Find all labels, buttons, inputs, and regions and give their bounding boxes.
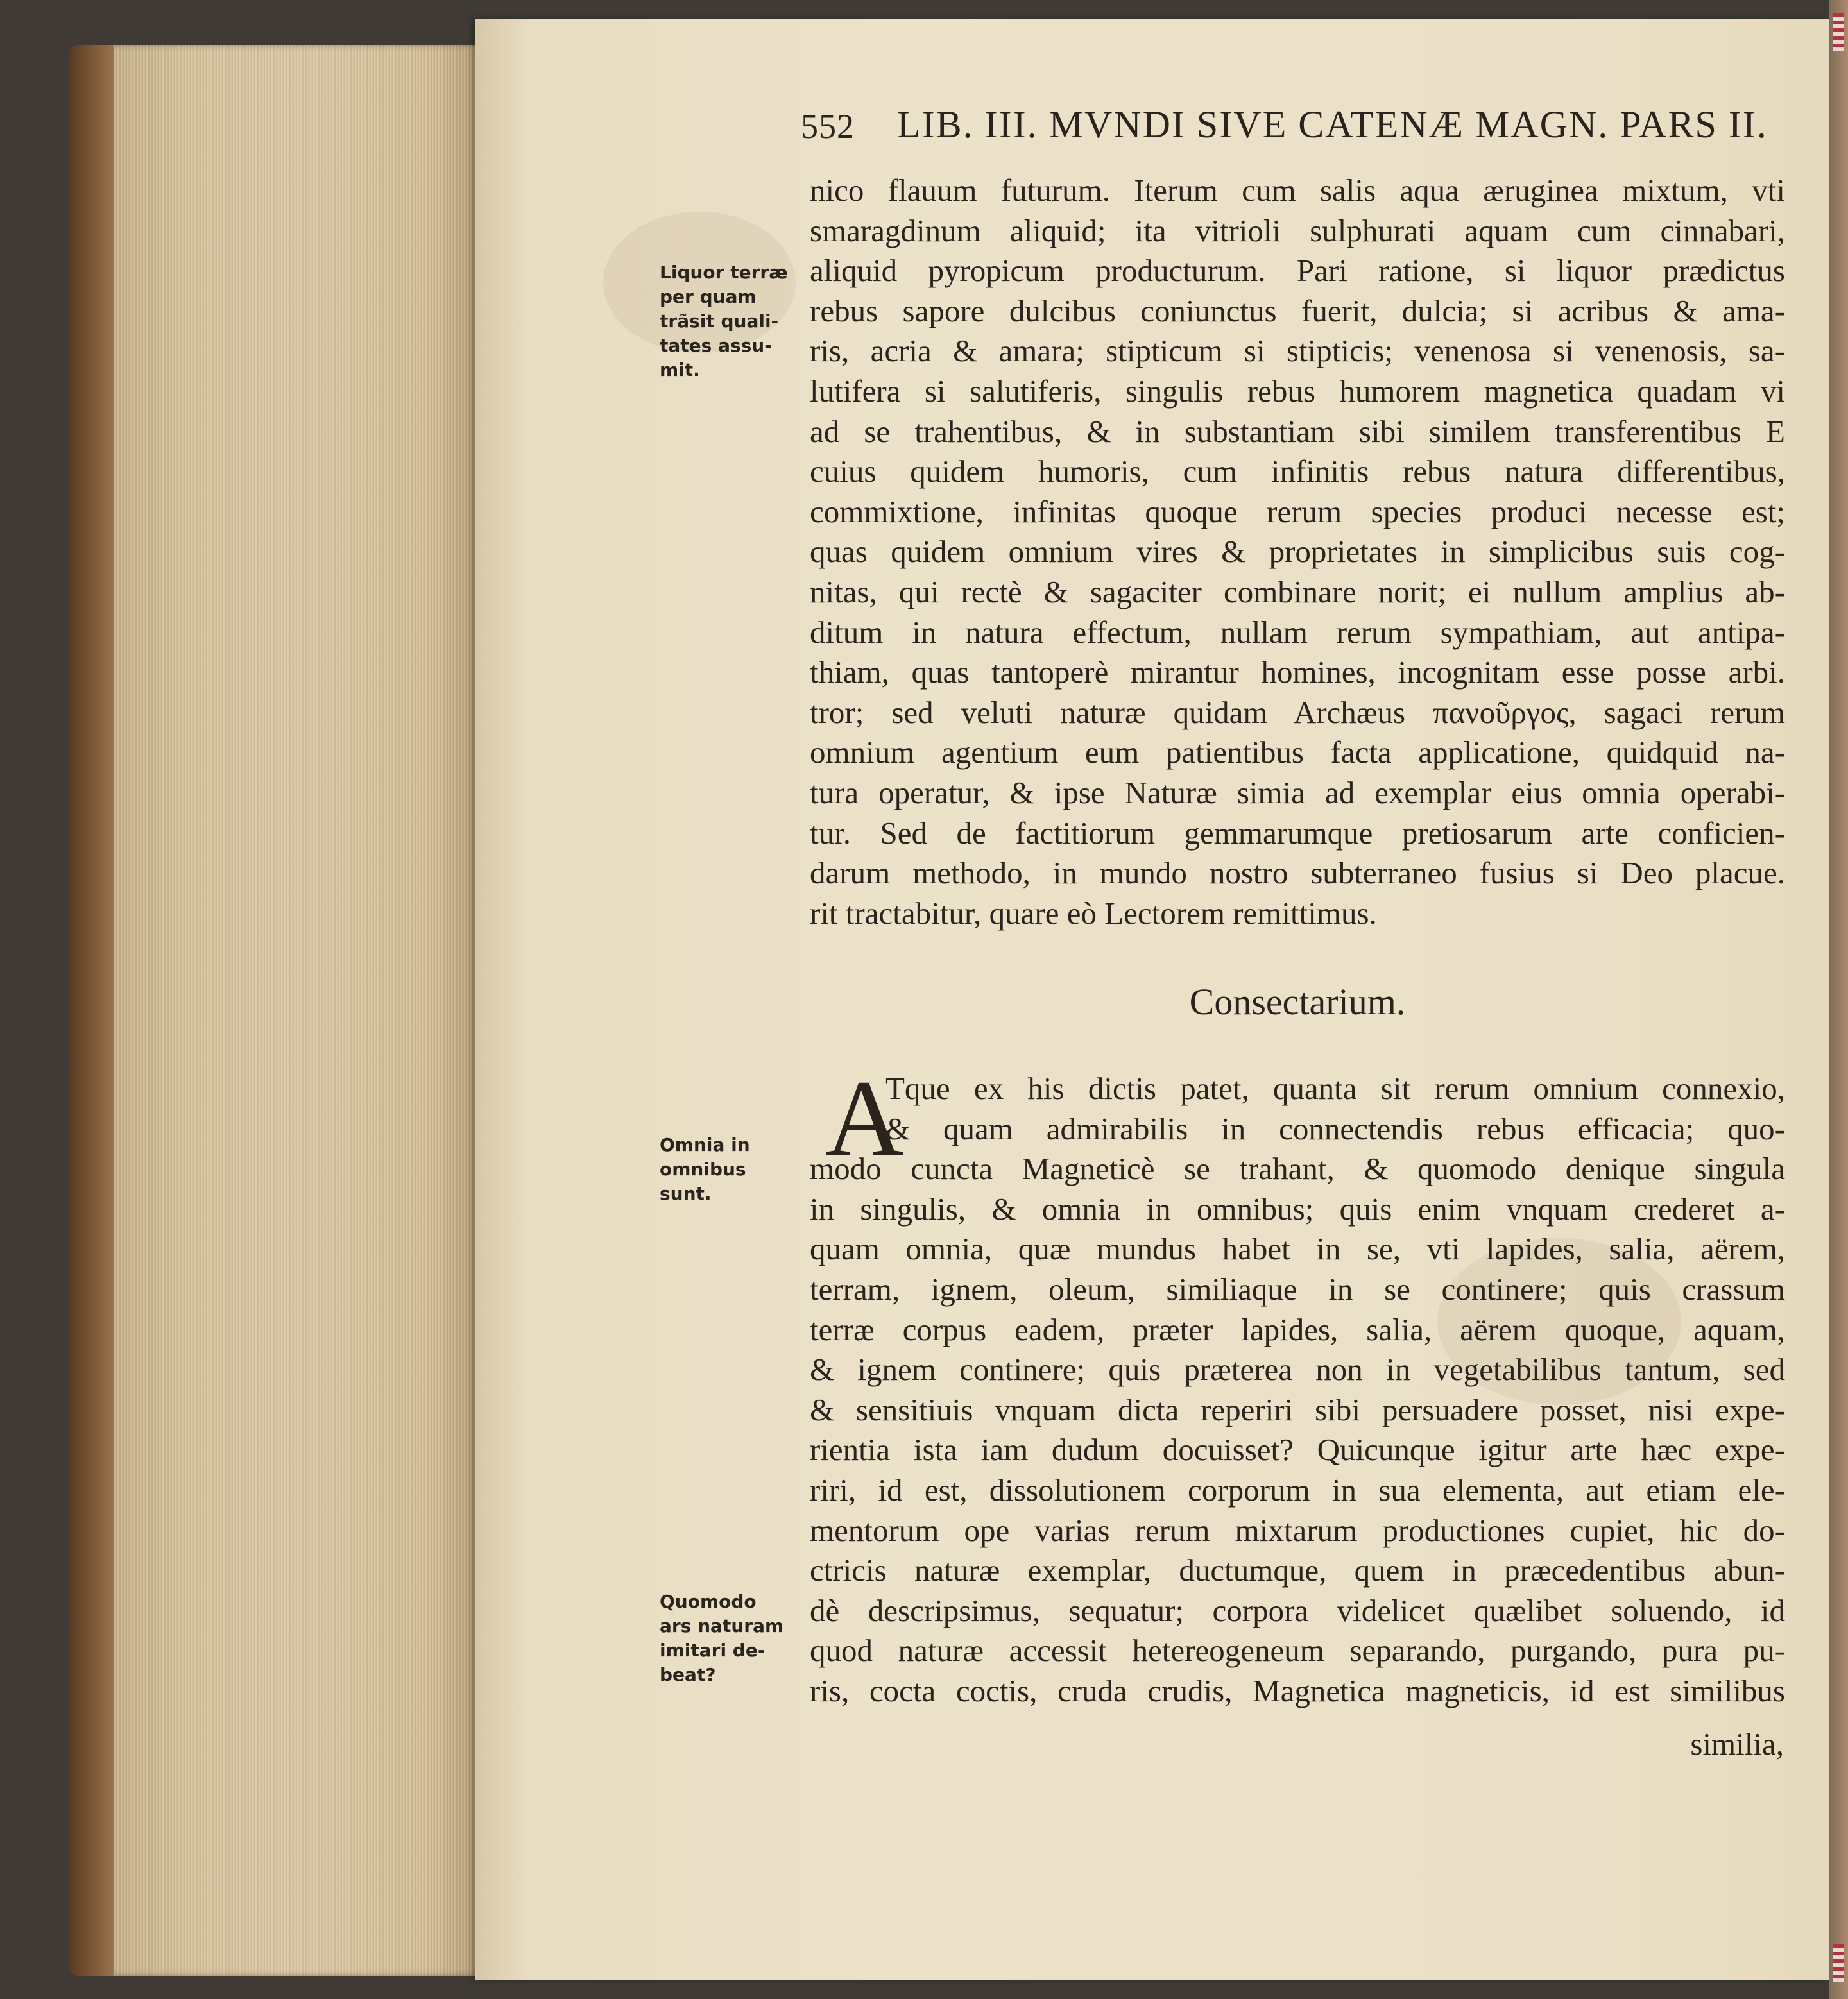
margin-note-line: Omnia in (660, 1134, 750, 1155)
catchword: similia, (1690, 1726, 1784, 1762)
next-volume-edge (1829, 0, 1848, 1999)
headband-top (1833, 13, 1844, 51)
text-line: tur. Sed de factitiorum gemmarumque pretiosarum arte conficien- (810, 815, 1785, 851)
text-line: quam omnia, quæ mundus habet in se, vti lapides, salia, aërem, (810, 1231, 1785, 1267)
text-line: & ignem continere; quis præterea non in vegetabilibus tantum, sed (810, 1352, 1785, 1388)
text-line: quas quidem omnium vires & proprietates in simplicibus suis cog- (810, 534, 1785, 570)
text-line: aliquid pyropicum producturum. Pari ratione, si liquor prædictus (810, 253, 1785, 289)
margin-note-line: Quomodo (660, 1591, 757, 1612)
text-line: ditum in natura effectum, nullam rerum sympathiam, aut antipa- (810, 614, 1785, 650)
text-line: smaragdinum aliquid; ita vitrioli sulphurati aquam cum cinnabari, (810, 212, 1785, 248)
running-title: LIB. III. MVNDI SIVE CATENÆ MAGN. PARS II. (897, 103, 1768, 146)
text-line: rit tractabitur, quare eò Lectorem remittimus. (810, 895, 1377, 931)
book-cover-edge (69, 45, 114, 1976)
text-line: nitas, qui rectè & sagaciter combinare norit; ei nullum amplius ab- (810, 574, 1785, 609)
text-line: lutifera si salutiferis, singulis rebus humorem magnetica quadam vi (810, 373, 1785, 409)
text-line: modo cuncta Magneticè se trahant, & quomodo denique singula (810, 1151, 1785, 1187)
section-title: Consectarium. (1189, 981, 1406, 1023)
margin-note-line: sunt. (660, 1183, 712, 1204)
text-line: dè descripsimus, sequatur; corpora videlicet quælibet soluendo, id (810, 1592, 1785, 1628)
text-line: Tque ex his dictis patet, quanta sit rerum omnium connexio, (886, 1071, 1785, 1106)
margin-note-line: Liquor terræ (660, 262, 788, 283)
text-line: darum methodo, in mundo nostro subterraneo fusius si Deo placue. (810, 855, 1785, 891)
paragraph-continued (810, 171, 1785, 933)
margin-note-line: beat? (660, 1664, 716, 1685)
text-line: rebus sapore dulcibus coniunctus fuerit, dulcia; si acribus & ama- (810, 293, 1785, 328)
drop-cap: A (825, 1058, 904, 1178)
paragraph-consectarium (810, 1058, 1785, 1712)
running-header (801, 95, 1768, 166)
text-line: commixtione, infinitas quoque rerum species produci necesse est; (810, 493, 1785, 529)
margin-note-line: imitari de- (660, 1640, 766, 1661)
margin-note-liquor (660, 260, 807, 382)
text-line: omnium agentium eum patientibus facta applicatione, quidquid na- (810, 735, 1785, 770)
margin-note-quomodo (660, 1590, 807, 1687)
margin-note-line: trãsit quali- (660, 310, 779, 332)
text-line: cuius quidem humoris, cum infinitis rebus natura differentibus, (810, 454, 1785, 489)
text-line: ad se trahentibus, & in substantiam sibi similem transferentibus E (810, 413, 1785, 449)
text-line: terram, ignem, oleum, similiaque in se continere; quis crassum (810, 1271, 1785, 1307)
headband-bottom (1833, 1944, 1844, 1982)
text-line: & sensitiuis vnquam dicta reperiri sibi persuadere posset, nisi expe- (810, 1391, 1785, 1427)
margin-note-omnia (660, 1133, 807, 1206)
text-line: rientia ista iam dudum docuisset? Quicunque igitur arte hæc expe- (810, 1432, 1785, 1468)
text-line: terræ corpus eadem, præter lapides, salia, aërem quoque, aquam, (810, 1311, 1785, 1347)
text-line: in singulis, & omnia in omnibus; quis enim vnquam crederet a- (810, 1191, 1785, 1227)
margin-note-line: ars naturam (660, 1615, 784, 1637)
text-line: thiam, quas tantoperè mirantur homines, incognitam esse posse arbi. (810, 654, 1785, 690)
margin-note-line: mit. (660, 359, 700, 380)
margin-note-line: omnibus (660, 1159, 746, 1180)
text-line: ris, cocta coctis, cruda crudis, Magnetica magneticis, id est similibus (810, 1672, 1785, 1708)
margin-note-line: per quam (660, 286, 757, 307)
page-number: 552 (801, 107, 855, 146)
text-line: riri, id est, dissolutionem corporum in sua elementa, aut etiam ele- (810, 1472, 1785, 1508)
text-line: tura operatur, & ipse Naturæ simia ad exemplar eius omnia operabi- (810, 774, 1785, 810)
margin-note-line: tates assu- (660, 335, 772, 356)
text-line: quod naturæ accessit hetereogeneum separando, purgando, pura pu- (810, 1633, 1785, 1669)
text-line: ctricis naturæ exemplar, ductumque, quem in præcedentibus abun- (810, 1552, 1785, 1588)
text-line: tror; sed veluti naturæ quidam Archæus πανοῦργος, sagaci rerum (810, 694, 1785, 730)
text-line: nico flauum futurum. Iterum cum salis aqua æruginea mixtum, vti (810, 173, 1785, 208)
text-line: mentorum ope varias rerum mixtarum productiones cupiet, hic do- (810, 1512, 1785, 1548)
text-line: & quam admirabilis in connectendis rebus efficacia; quo- (886, 1110, 1785, 1146)
book-page-stack (69, 45, 480, 1976)
text-line: ris, acria & amara; stipticum si stipticis; venenosa si venenosis, sa- (810, 333, 1785, 369)
